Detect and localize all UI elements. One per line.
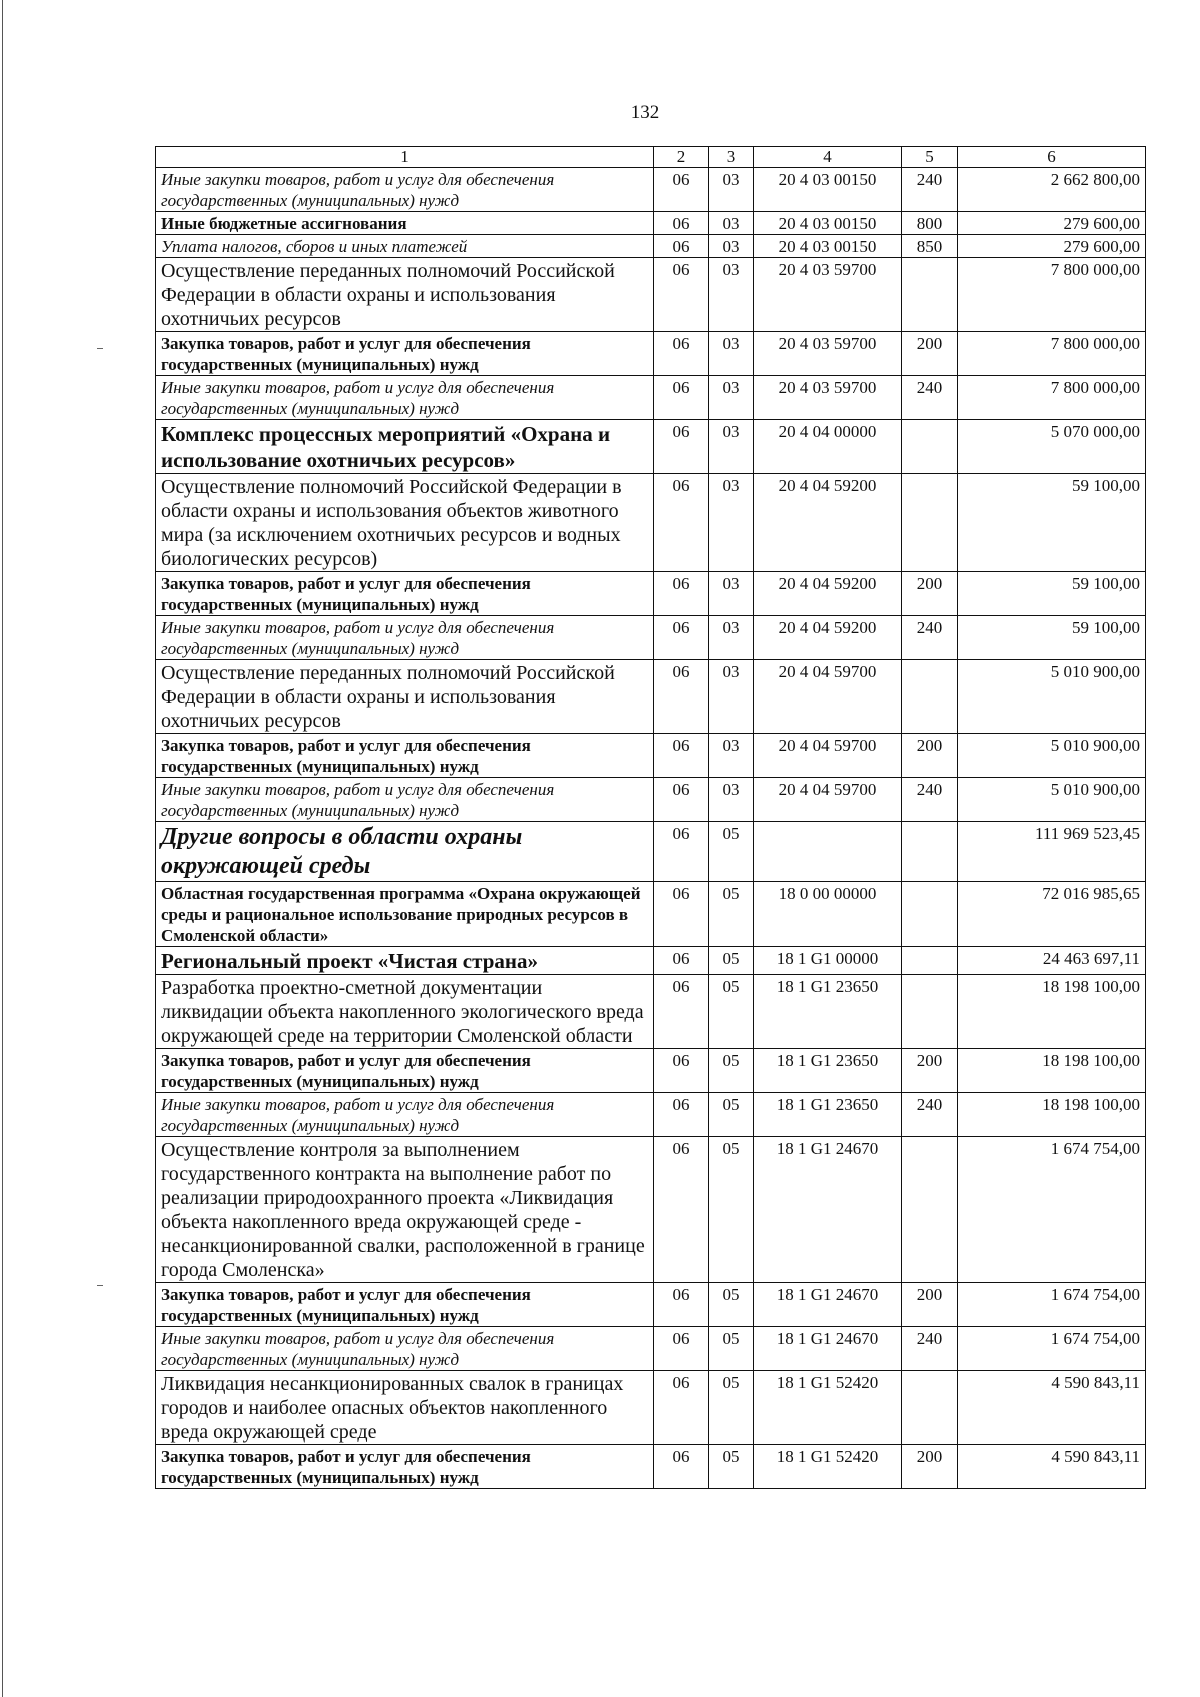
cell-target-article: 20 4 04 59200 <box>754 616 902 660</box>
cell-section: 06 <box>654 822 709 882</box>
cell-target-article: 20 4 03 00150 <box>754 212 902 235</box>
cell-section: 06 <box>654 660 709 734</box>
table-row <box>156 1445 1146 1489</box>
cell-amount: 59 100,00 <box>958 572 1146 616</box>
table-row <box>156 975 1146 1049</box>
cell-subsection: 03 <box>709 332 754 376</box>
cell-section: 06 <box>654 1445 709 1489</box>
cell-section: 06 <box>654 1283 709 1327</box>
cell-expense-type: 200 <box>902 1283 958 1327</box>
cell-expense-type: 200 <box>902 332 958 376</box>
cell-name: Иные закупки товаров, работ и услуг для обеспечения государственных (муниципальных) нужд <box>156 168 654 212</box>
cell-expense-type <box>902 474 958 572</box>
table-row <box>156 474 1146 572</box>
cell-expense-type: 850 <box>902 235 958 258</box>
cell-amount: 1 674 754,00 <box>958 1327 1146 1371</box>
table-row <box>156 420 1146 474</box>
cell-name: Региональный проект «Чистая страна» <box>156 947 654 975</box>
cell-section: 06 <box>654 212 709 235</box>
cell-expense-type <box>902 975 958 1049</box>
cell-section: 06 <box>654 778 709 822</box>
cell-section: 06 <box>654 572 709 616</box>
cell-target-article: 20 4 03 00150 <box>754 235 902 258</box>
cell-name: Закупка товаров, работ и услуг для обеспечения государственных (муниципальных) нужд <box>156 1283 654 1327</box>
cell-name: Осуществление переданных полномочий Российской Федерации в области охраны и использования охотничьих ресурсов <box>156 660 654 734</box>
cell-name: Осуществление контроля за выполнением государственного контракта на выполнение работ по реализации природоохранного проекта «Ликвидация объекта накопленного вреда окружающей среде - несанкционированной свалки, расположенной в границе города Смоленска» <box>156 1137 654 1283</box>
cell-expense-type: 240 <box>902 1093 958 1137</box>
cell-section: 06 <box>654 1371 709 1445</box>
cell-target-article: 18 1 G1 24670 <box>754 1283 902 1327</box>
cell-name: Иные закупки товаров, работ и услуг для обеспечения государственных (муниципальных) нужд <box>156 376 654 420</box>
cell-name: Уплата налогов, сборов и иных платежей <box>156 235 654 258</box>
cell-subsection: 05 <box>709 947 754 975</box>
cell-expense-type <box>902 420 958 474</box>
cell-expense-type: 200 <box>902 734 958 778</box>
cell-section: 06 <box>654 734 709 778</box>
cell-amount: 1 674 754,00 <box>958 1137 1146 1283</box>
cell-expense-type <box>902 1137 958 1283</box>
table-row <box>156 734 1146 778</box>
cell-target-article: 20 4 03 00150 <box>754 168 902 212</box>
cell-subsection: 03 <box>709 474 754 572</box>
cell-target-article: 20 4 03 59700 <box>754 258 902 332</box>
cell-subsection: 05 <box>709 822 754 882</box>
cell-target-article: 18 0 00 00000 <box>754 882 902 947</box>
cell-target-article: 20 4 04 59700 <box>754 734 902 778</box>
cell-target-article: 20 4 04 00000 <box>754 420 902 474</box>
table-row <box>156 1327 1146 1371</box>
scan-edge-mark <box>97 348 103 349</box>
header-col-1: 1 <box>156 147 654 168</box>
cell-amount: 59 100,00 <box>958 616 1146 660</box>
cell-target-article: 18 1 G1 24670 <box>754 1137 902 1283</box>
cell-name: Другие вопросы в области охраны окружающей среды <box>156 822 654 882</box>
cell-target-article: 20 4 04 59200 <box>754 474 902 572</box>
table-row <box>156 376 1146 420</box>
cell-subsection: 05 <box>709 1283 754 1327</box>
cell-target-article: 20 4 04 59700 <box>754 778 902 822</box>
table-row <box>156 822 1146 882</box>
table-row <box>156 1137 1146 1283</box>
cell-name: Иные бюджетные ассигнования <box>156 212 654 235</box>
cell-amount: 4 590 843,11 <box>958 1371 1146 1445</box>
cell-expense-type: 800 <box>902 212 958 235</box>
table-row <box>156 778 1146 822</box>
cell-name: Закупка товаров, работ и услуг для обеспечения государственных (муниципальных) нужд <box>156 1445 654 1489</box>
cell-amount: 5 010 900,00 <box>958 660 1146 734</box>
cell-name: Областная государственная программа «Охрана окружающей среды и рациональное использование природных ресурсов в Смоленской области» <box>156 882 654 947</box>
table-row <box>156 1049 1146 1093</box>
cell-name: Закупка товаров, работ и услуг для обеспечения государственных (муниципальных) нужд <box>156 734 654 778</box>
cell-name: Осуществление переданных полномочий Российской Федерации в области охраны и использования охотничьих ресурсов <box>156 258 654 332</box>
header-row <box>156 147 1146 168</box>
cell-expense-type <box>902 1371 958 1445</box>
cell-expense-type <box>902 660 958 734</box>
table-row <box>156 616 1146 660</box>
cell-subsection: 05 <box>709 1093 754 1137</box>
cell-name: Закупка товаров, работ и услуг для обеспечения государственных (муниципальных) нужд <box>156 572 654 616</box>
cell-expense-type <box>902 258 958 332</box>
cell-subsection: 05 <box>709 1137 754 1283</box>
cell-amount: 4 590 843,11 <box>958 1445 1146 1489</box>
cell-subsection: 03 <box>709 168 754 212</box>
cell-subsection: 05 <box>709 1327 754 1371</box>
cell-amount: 1 674 754,00 <box>958 1283 1146 1327</box>
page-number: 132 <box>630 102 660 123</box>
cell-subsection: 05 <box>709 1371 754 1445</box>
cell-target-article: 18 1 G1 52420 <box>754 1371 902 1445</box>
cell-amount: 2 662 800,00 <box>958 168 1146 212</box>
header-col-5: 5 <box>902 147 958 168</box>
cell-target-article: 20 4 03 59700 <box>754 376 902 420</box>
scan-edge-line <box>2 0 3 1697</box>
cell-expense-type: 240 <box>902 778 958 822</box>
table-row <box>156 1371 1146 1445</box>
cell-expense-type: 200 <box>902 572 958 616</box>
cell-section: 06 <box>654 1049 709 1093</box>
cell-amount: 72 016 985,65 <box>958 882 1146 947</box>
cell-section: 06 <box>654 1137 709 1283</box>
table-row <box>156 235 1146 258</box>
table-row <box>156 258 1146 332</box>
cell-expense-type: 200 <box>902 1445 958 1489</box>
cell-amount: 59 100,00 <box>958 474 1146 572</box>
cell-target-article: 20 4 04 59700 <box>754 660 902 734</box>
cell-subsection: 05 <box>709 1445 754 1489</box>
table-row <box>156 332 1146 376</box>
cell-section: 06 <box>654 616 709 660</box>
cell-expense-type: 240 <box>902 376 958 420</box>
cell-amount: 5 070 000,00 <box>958 420 1146 474</box>
cell-subsection: 03 <box>709 258 754 332</box>
cell-target-article: 18 1 G1 23650 <box>754 975 902 1049</box>
cell-section: 06 <box>654 168 709 212</box>
header-col-3: 3 <box>709 147 754 168</box>
cell-name: Ликвидация несанкционированных свалок в границах городов и наиболее опасных объектов накопленного вреда окружающей среде <box>156 1371 654 1445</box>
cell-subsection: 03 <box>709 616 754 660</box>
table-body <box>156 168 1146 1489</box>
cell-section: 06 <box>654 376 709 420</box>
cell-name: Осуществление полномочий Российской Федерации в области охраны и использования объектов животного мира (за исключением охотничьих ресурсов и водных биологических ресурсов) <box>156 474 654 572</box>
cell-section: 06 <box>654 235 709 258</box>
cell-expense-type: 200 <box>902 1049 958 1093</box>
table-row <box>156 168 1146 212</box>
table-header <box>156 147 1146 168</box>
cell-subsection: 03 <box>709 420 754 474</box>
table-row <box>156 882 1146 947</box>
cell-name: Разработка проектно-сметной документации ликвидации объекта накопленного экологического вреда окружающей среде на территории Смоленской области <box>156 975 654 1049</box>
cell-name: Иные закупки товаров, работ и услуг для обеспечения государственных (муниципальных) нужд <box>156 778 654 822</box>
cell-amount: 7 800 000,00 <box>958 376 1146 420</box>
cell-target-article: 18 1 G1 24670 <box>754 1327 902 1371</box>
table-row <box>156 212 1146 235</box>
budget-table <box>155 146 1146 1489</box>
table-row <box>156 572 1146 616</box>
cell-amount: 279 600,00 <box>958 235 1146 258</box>
cell-subsection: 03 <box>709 572 754 616</box>
scan-edge-mark <box>97 1285 103 1286</box>
cell-subsection: 03 <box>709 778 754 822</box>
cell-section: 06 <box>654 258 709 332</box>
cell-amount: 18 198 100,00 <box>958 1049 1146 1093</box>
cell-target-article: 18 1 G1 00000 <box>754 947 902 975</box>
cell-subsection: 05 <box>709 975 754 1049</box>
cell-section: 06 <box>654 420 709 474</box>
cell-amount: 5 010 900,00 <box>958 778 1146 822</box>
cell-amount: 7 800 000,00 <box>958 332 1146 376</box>
cell-target-article: 18 1 G1 23650 <box>754 1049 902 1093</box>
table-row <box>156 1093 1146 1137</box>
cell-expense-type <box>902 882 958 947</box>
cell-subsection: 03 <box>709 212 754 235</box>
table-row <box>156 660 1146 734</box>
cell-amount: 5 010 900,00 <box>958 734 1146 778</box>
cell-amount: 18 198 100,00 <box>958 1093 1146 1137</box>
cell-amount: 18 198 100,00 <box>958 975 1146 1049</box>
cell-target-article: 20 4 04 59200 <box>754 572 902 616</box>
cell-target-article: 18 1 G1 23650 <box>754 1093 902 1137</box>
cell-section: 06 <box>654 332 709 376</box>
cell-section: 06 <box>654 474 709 572</box>
cell-expense-type: 240 <box>902 168 958 212</box>
cell-subsection: 05 <box>709 882 754 947</box>
cell-section: 06 <box>654 947 709 975</box>
cell-name: Иные закупки товаров, работ и услуг для обеспечения государственных (муниципальных) нужд <box>156 616 654 660</box>
cell-section: 06 <box>654 975 709 1049</box>
cell-subsection: 05 <box>709 1049 754 1093</box>
cell-name: Иные закупки товаров, работ и услуг для обеспечения государственных (муниципальных) нужд <box>156 1093 654 1137</box>
cell-subsection: 03 <box>709 660 754 734</box>
cell-name: Закупка товаров, работ и услуг для обеспечения государственных (муниципальных) нужд <box>156 332 654 376</box>
cell-amount: 24 463 697,11 <box>958 947 1146 975</box>
header-col-2: 2 <box>654 147 709 168</box>
cell-section: 06 <box>654 1327 709 1371</box>
header-col-4: 4 <box>754 147 902 168</box>
cell-subsection: 03 <box>709 235 754 258</box>
table-row <box>156 947 1146 975</box>
cell-expense-type: 240 <box>902 1327 958 1371</box>
cell-subsection: 03 <box>709 734 754 778</box>
cell-target-article: 20 4 03 59700 <box>754 332 902 376</box>
table-row <box>156 1283 1146 1327</box>
cell-amount: 7 800 000,00 <box>958 258 1146 332</box>
cell-section: 06 <box>654 1093 709 1137</box>
cell-amount: 279 600,00 <box>958 212 1146 235</box>
cell-subsection: 03 <box>709 376 754 420</box>
cell-target-article <box>754 822 902 882</box>
header-col-6: 6 <box>958 147 1146 168</box>
cell-section: 06 <box>654 882 709 947</box>
cell-expense-type <box>902 822 958 882</box>
cell-name: Иные закупки товаров, работ и услуг для обеспечения государственных (муниципальных) нужд <box>156 1327 654 1371</box>
cell-expense-type: 240 <box>902 616 958 660</box>
cell-target-article: 18 1 G1 52420 <box>754 1445 902 1489</box>
cell-amount: 111 969 523,45 <box>958 822 1146 882</box>
cell-name: Закупка товаров, работ и услуг для обеспечения государственных (муниципальных) нужд <box>156 1049 654 1093</box>
cell-name: Комплекс процессных мероприятий «Охрана и использование охотничьих ресурсов» <box>156 420 654 474</box>
cell-expense-type <box>902 947 958 975</box>
